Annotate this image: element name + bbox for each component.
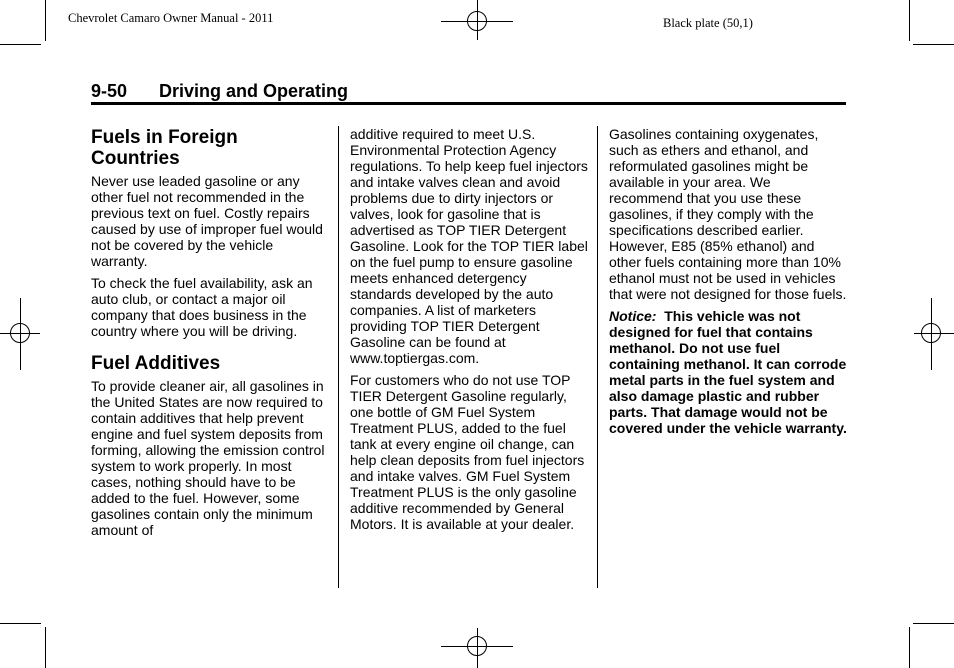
crop-mark-bottom-right-vertical [909,627,910,668]
notice-text: This vehicle was not designed for fuel that contains methanol. Do not use fuel containing methanol. It can corrode metal parts in the fuel system and also damage plastic and rubber parts. That damage would not be covered under the vehicle warranty. [609,308,847,436]
column-2 [350,126,588,538]
column-1 [91,127,329,544]
paragraph: Gasolines containing oxygenates, such as ethers and ethanol, and reformulated gasolines might be available in your area. We recommend that you use these gasolines, if they comply with the specifications described earlier. However, E85 (85% ethanol) and other fuels containing more than 10% ethanol must not be used in vehicles that were not designed for those fuels. [609,126,847,302]
crop-mark-bottom-left-horizontal [0,623,41,624]
paragraph: For customers who do not use TOP TIER Detergent Gasoline regularly, one bottle of GM Fuel System Treatment PLUS, added to the fuel tank at every engine oil change, can help clean deposits from fuel injectors and intake valves. GM Fuel System Treatment PLUS is the only gasoline additive recommended by General Motors. It is available at your dealer. [350,372,585,532]
crop-mark-top-left-horizontal [0,44,41,45]
crop-mark-bottom-right-horizontal [913,623,954,624]
plate-label: Black plate (50,1) [663,16,753,30]
page-header [91,81,846,105]
paragraph: additive required to meet U.S. Environmental Protection Agency regulations. To help keep fuel injectors and intake valves clean and avoid problems due to dirty injectors or valves, look for gasoline that is advertised as TOP TIER Detergent Gasoline. Look for the TOP TIER label on the fuel pump to ensure gasoline meets enhanced detergency standards developed by the auto companies. A list of marketers providing TOP TIER Detergent Gasoline can be found at www.toptiergas.com. [350,126,588,366]
notice [609,308,847,436]
page-number: 9-50 [91,81,128,101]
crop-mark-top-right-horizontal [913,44,954,45]
section-title: Driving and Operating [159,81,349,101]
crop-mark-top-right-vertical [909,0,910,41]
crop-mark-bottom-left-vertical [45,627,46,668]
paragraph: To provide cleaner air, all gasolines in the United States are now required to contain additives that help prevent engine and fuel system deposits from forming, allowing the emission control system to work properly. In most cases, nothing should have to be added to the fuel. However, some gasolines contain only the minimum amount of [91,378,325,538]
column-divider [597,126,598,588]
paragraph: Never use leaded gasoline or any other fuel not recommended in the previous text on fuel. Costly repairs caused by use of improper fuel would not be covered by the vehicle warranty. [91,173,323,269]
heading-fuel-additives: Fuel Additives [91,353,221,374]
notice-label: Notice: [609,308,657,324]
paragraph: To check the fuel availability, ask an auto club, or contact a major oil company that does business in the country where you will be driving. [91,275,313,339]
column-divider [338,126,339,588]
heading-fuels-in-foreign-countries: Fuels in Foreign Countries [91,127,238,169]
column-3 [609,126,847,442]
crop-mark-top-left-vertical [45,0,46,41]
manual-title: Chevrolet Camaro Owner Manual - 2011 [68,11,274,25]
